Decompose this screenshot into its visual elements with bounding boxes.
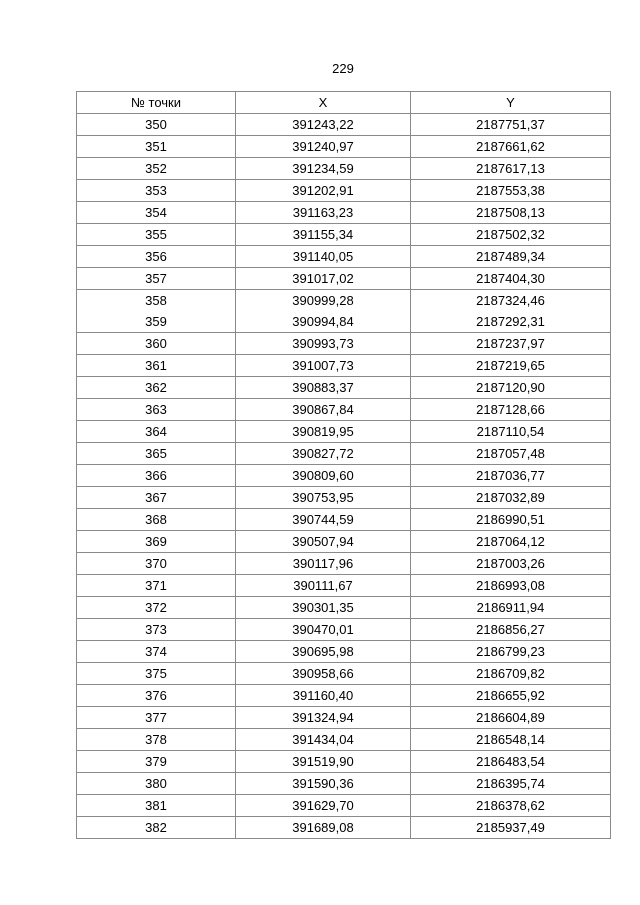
y-cell: 2187032,89 [411, 487, 611, 509]
point-number-cell: 374 [77, 641, 236, 663]
x-cell: 391017,02 [236, 268, 411, 290]
y-cell: 2186604,89 [411, 707, 611, 729]
x-cell: 391590,36 [236, 773, 411, 795]
y-cell: 2187064,12 [411, 531, 611, 553]
x-cell: 390117,96 [236, 553, 411, 575]
x-cell: 390470,01 [236, 619, 411, 641]
y-cell: 2186911,94 [411, 597, 611, 619]
header-y: Y [411, 92, 611, 114]
point-number-cell: 357 [77, 268, 236, 290]
y-cell: 2187324,46 [411, 290, 611, 312]
table-row [77, 795, 611, 817]
x-cell: 390695,98 [236, 641, 411, 663]
point-number-cell: 359 [77, 311, 236, 333]
y-cell: 2187553,38 [411, 180, 611, 202]
x-cell: 390827,72 [236, 443, 411, 465]
y-cell: 2187237,97 [411, 333, 611, 355]
y-cell: 2186548,14 [411, 729, 611, 751]
point-number-cell: 381 [77, 795, 236, 817]
y-cell: 2186483,54 [411, 751, 611, 773]
point-number-cell: 376 [77, 685, 236, 707]
x-cell: 391140,05 [236, 246, 411, 268]
table-body [77, 114, 611, 839]
table-row [77, 136, 611, 158]
table-row [77, 180, 611, 202]
y-cell: 2187508,13 [411, 202, 611, 224]
table-row [77, 311, 611, 333]
y-cell: 2186378,62 [411, 795, 611, 817]
x-cell: 390111,67 [236, 575, 411, 597]
y-cell: 2187110,54 [411, 421, 611, 443]
table-row [77, 509, 611, 531]
table-row [77, 268, 611, 290]
y-cell: 2187057,48 [411, 443, 611, 465]
x-cell: 391629,70 [236, 795, 411, 817]
x-cell: 391689,08 [236, 817, 411, 839]
table-row [77, 421, 611, 443]
point-number-cell: 354 [77, 202, 236, 224]
y-cell: 2186655,92 [411, 685, 611, 707]
table-row [77, 773, 611, 795]
table-row [77, 751, 611, 773]
y-cell: 2186395,74 [411, 773, 611, 795]
table-row [77, 290, 611, 312]
point-number-cell: 372 [77, 597, 236, 619]
y-cell: 2187502,32 [411, 224, 611, 246]
y-cell: 2187003,26 [411, 553, 611, 575]
x-cell: 391155,34 [236, 224, 411, 246]
table-row [77, 707, 611, 729]
x-cell: 390993,73 [236, 333, 411, 355]
point-number-cell: 373 [77, 619, 236, 641]
table-row [77, 377, 611, 399]
coordinates-table [76, 91, 611, 839]
y-cell: 2187219,65 [411, 355, 611, 377]
y-cell: 2186856,27 [411, 619, 611, 641]
x-cell: 391519,90 [236, 751, 411, 773]
point-number-cell: 350 [77, 114, 236, 136]
x-cell: 390507,94 [236, 531, 411, 553]
header-x: X [236, 92, 411, 114]
x-cell: 390753,95 [236, 487, 411, 509]
point-number-cell: 356 [77, 246, 236, 268]
y-cell: 2187292,31 [411, 311, 611, 333]
point-number-cell: 351 [77, 136, 236, 158]
y-cell: 2187128,66 [411, 399, 611, 421]
point-number-cell: 379 [77, 751, 236, 773]
x-cell: 391324,94 [236, 707, 411, 729]
point-number-cell: 370 [77, 553, 236, 575]
table-row [77, 641, 611, 663]
page-number: 229 [332, 61, 354, 76]
y-cell: 2187489,34 [411, 246, 611, 268]
table-row [77, 114, 611, 136]
point-number-cell: 367 [77, 487, 236, 509]
table-row [77, 202, 611, 224]
point-number-cell: 360 [77, 333, 236, 355]
point-number-cell: 358 [77, 290, 236, 312]
point-number-cell: 371 [77, 575, 236, 597]
y-cell: 2187120,90 [411, 377, 611, 399]
y-cell: 2187404,30 [411, 268, 611, 290]
x-cell: 390958,66 [236, 663, 411, 685]
table-row [77, 158, 611, 180]
x-cell: 391240,97 [236, 136, 411, 158]
x-cell: 391202,91 [236, 180, 411, 202]
point-number-cell: 380 [77, 773, 236, 795]
point-number-cell: 365 [77, 443, 236, 465]
table-row [77, 443, 611, 465]
point-number-cell: 369 [77, 531, 236, 553]
table-row [77, 553, 611, 575]
y-cell: 2185937,49 [411, 817, 611, 839]
point-number-cell: 364 [77, 421, 236, 443]
table-row [77, 575, 611, 597]
y-cell: 2186993,08 [411, 575, 611, 597]
header-point-number: № точки [77, 92, 236, 114]
x-cell: 391160,40 [236, 685, 411, 707]
x-cell: 391434,04 [236, 729, 411, 751]
point-number-cell: 352 [77, 158, 236, 180]
point-number-cell: 382 [77, 817, 236, 839]
point-number-cell: 362 [77, 377, 236, 399]
point-number-cell: 363 [77, 399, 236, 421]
y-cell: 2187617,13 [411, 158, 611, 180]
x-cell: 390819,95 [236, 421, 411, 443]
x-cell: 391007,73 [236, 355, 411, 377]
x-cell: 390883,37 [236, 377, 411, 399]
x-cell: 390744,59 [236, 509, 411, 531]
x-cell: 390301,35 [236, 597, 411, 619]
x-cell: 391243,22 [236, 114, 411, 136]
table-row [77, 399, 611, 421]
y-cell: 2187751,37 [411, 114, 611, 136]
y-cell: 2187036,77 [411, 465, 611, 487]
table-row [77, 224, 611, 246]
y-cell: 2186709,82 [411, 663, 611, 685]
x-cell: 390809,60 [236, 465, 411, 487]
table-row [77, 531, 611, 553]
point-number-cell: 378 [77, 729, 236, 751]
table-row [77, 246, 611, 268]
point-number-cell: 375 [77, 663, 236, 685]
table-row [77, 333, 611, 355]
table-row [77, 597, 611, 619]
table-header-row [77, 92, 611, 114]
table-row [77, 487, 611, 509]
table-row [77, 817, 611, 839]
point-number-cell: 361 [77, 355, 236, 377]
y-cell: 2187661,62 [411, 136, 611, 158]
x-cell: 391234,59 [236, 158, 411, 180]
table-row [77, 465, 611, 487]
point-number-cell: 366 [77, 465, 236, 487]
point-number-cell: 368 [77, 509, 236, 531]
x-cell: 390999,28 [236, 290, 411, 312]
point-number-cell: 353 [77, 180, 236, 202]
x-cell: 390994,84 [236, 311, 411, 333]
y-cell: 2186799,23 [411, 641, 611, 663]
table-row [77, 355, 611, 377]
table-row [77, 685, 611, 707]
y-cell: 2186990,51 [411, 509, 611, 531]
table-row [77, 729, 611, 751]
point-number-cell: 377 [77, 707, 236, 729]
x-cell: 391163,23 [236, 202, 411, 224]
table-row [77, 619, 611, 641]
x-cell: 390867,84 [236, 399, 411, 421]
table-row [77, 663, 611, 685]
point-number-cell: 355 [77, 224, 236, 246]
